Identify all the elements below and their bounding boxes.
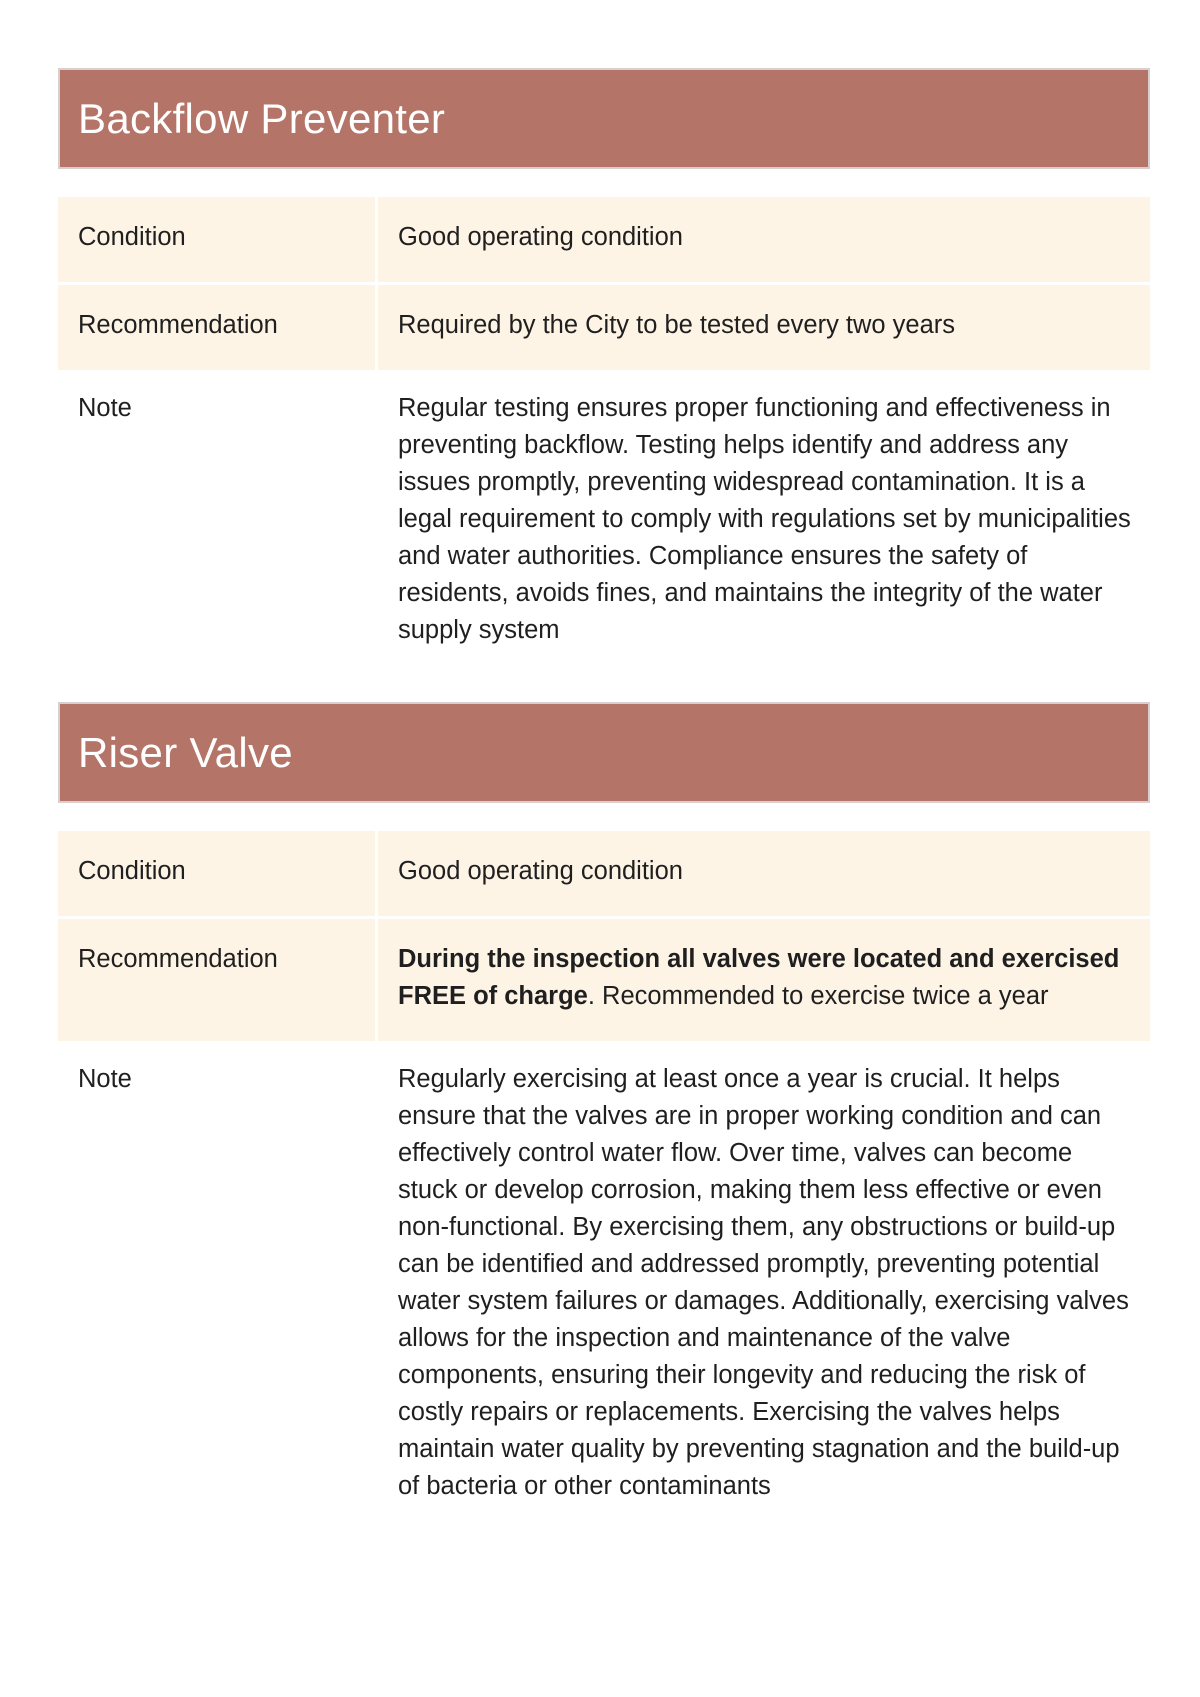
table-row-note [58,1041,1150,1505]
recommendation-rest-text: . Recommended to exercise twice a year [587,982,1049,1010]
table-row-condition [58,197,1150,282]
section-riser-valve [58,702,1150,1505]
note-label: Note [78,394,132,422]
note-label: Note [78,1065,132,1093]
note-value: Regular testing ensures proper functioning and effectiveness in preventing backflow. Testing helps identify and address any issues promptly, preventing widespread contamination. It is a legal requirement to comply with regulations set by municipalities and water authorities. Compliance ensures the safety of residents, avoids fines, and maintains the integrity of the water supply system [398,394,1131,644]
recommendation-value [378,919,1150,1041]
condition-value: Good operating condition [378,197,1150,282]
table-row-recommendation [58,285,1150,370]
recommendation-value: Required by the City to be tested every two years [378,285,1150,370]
table-row-recommendation [58,919,1150,1041]
recommendation-label: Recommendation [58,919,375,1041]
table-row-condition [58,831,1150,916]
details-table [58,831,1150,1505]
section-title: Backflow Preventer [58,68,1150,169]
section-backflow-preventer [58,68,1150,649]
details-table [58,197,1150,649]
recommendation-label: Recommendation [58,285,375,370]
condition-label: Condition [58,197,375,282]
condition-label: Condition [58,831,375,916]
note-value: Regularly exercising at least once a year is crucial. It helps ensure that the valves are in proper working condition and can effectively control water flow. Over time, valves can become stuck or develop corrosion, making them less effective or even non-functional. By exercising them, any obstructions or build-up can be identified and addressed promptly, preventing potential water system failures or damages. Additionally, exercising valves allows for the inspection and maintenance of the valve components, ensuring their longevity and reducing the risk of costly repairs or replacements. Exercising the valves helps maintain water quality by preventing stagnation and the build-up of bacteria or other contaminants [398,1065,1129,1500]
condition-value: Good operating condition [378,831,1150,916]
recommendation-bold-text: During the inspection all valves were located and exercised FREE of charge [398,945,1120,1010]
table-row-note [58,370,1150,649]
section-title: Riser Valve [58,702,1150,803]
